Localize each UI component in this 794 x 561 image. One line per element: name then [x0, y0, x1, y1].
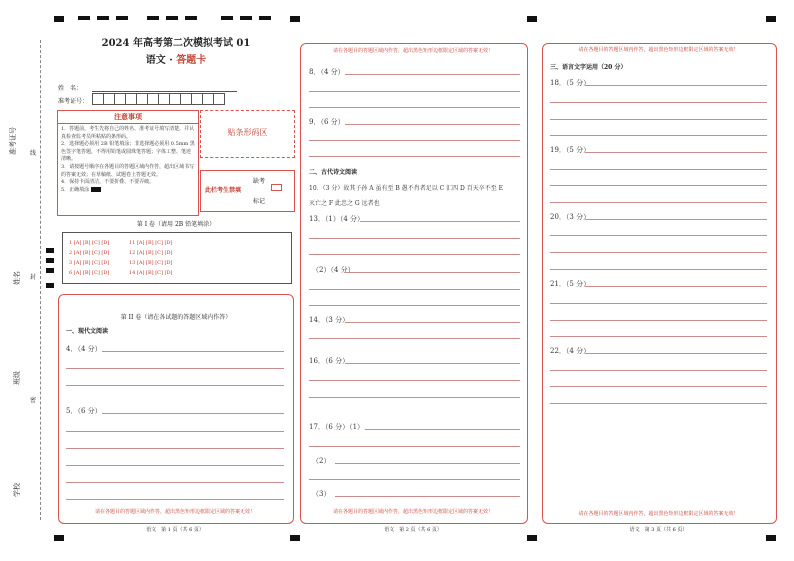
- barcode-area: [200, 110, 295, 158]
- answer-line[interactable]: [345, 124, 520, 125]
- q21: 21．（5 分）: [550, 280, 591, 288]
- answer-line[interactable]: [309, 380, 520, 381]
- answer-line[interactable]: [550, 119, 767, 120]
- mc-row[interactable]: 3 [A] [B] [C] [D]: [69, 260, 110, 266]
- q9: 9．（6 分）: [309, 118, 345, 126]
- answer-line[interactable]: [585, 152, 767, 153]
- timing-mark: [116, 16, 128, 20]
- answer-line[interactable]: [550, 235, 767, 236]
- page-subtitle: [60, 51, 292, 66]
- side-school: 学校: [13, 483, 21, 497]
- answer-line[interactable]: [102, 413, 284, 414]
- q20: 20．（3 分）: [550, 213, 591, 221]
- timing-mark: [221, 16, 233, 20]
- mc-row[interactable]: 2 [A] [B] [C] [D]: [69, 250, 110, 256]
- mc-col-1[interactable]: [69, 238, 109, 278]
- timing-mark: [766, 535, 776, 541]
- answer-line[interactable]: [550, 269, 767, 270]
- side-xian: 线: [30, 150, 37, 157]
- answer-line[interactable]: [585, 353, 767, 354]
- notice-box: [57, 110, 199, 216]
- answer-line[interactable]: [309, 254, 520, 255]
- answer-line[interactable]: [309, 91, 520, 92]
- side-exam-no: 准考证号: [9, 127, 17, 155]
- answer-line[interactable]: [309, 107, 520, 108]
- q5: 5．（6 分）: [66, 407, 102, 415]
- q17: 17．（6 分）（1）: [309, 423, 365, 431]
- q8: 8．（4 分）: [309, 68, 345, 76]
- answer-line[interactable]: [365, 429, 520, 430]
- answer-line[interactable]: [550, 403, 767, 404]
- notice-item-fill: [61, 187, 195, 195]
- answer-line[interactable]: [550, 169, 767, 170]
- notice-item: 4．保持卡面清洁，不要折叠、不要弄破。: [61, 179, 155, 186]
- answer-line[interactable]: [345, 363, 520, 364]
- answer-line[interactable]: [550, 202, 767, 203]
- mc-row[interactable]: 13 [A] [B] [C] [D]: [129, 260, 173, 266]
- section-3: 三、语言文字运用（20 分）: [550, 64, 627, 71]
- timing-mark: [54, 535, 64, 541]
- mc-row[interactable]: 1 [A] [B] [C] [D]: [69, 240, 110, 246]
- answer-line[interactable]: [335, 463, 520, 464]
- side-name: 姓名: [13, 271, 21, 285]
- subtitle-prefix: 语文 ·: [145, 55, 177, 66]
- q17-3: （3）: [312, 490, 331, 498]
- notice-item: 3．请按题号顺序在各题目的答题区域内作答，超出区域书写的答案无效；在草稿纸、试题卷上答题无效。: [61, 163, 195, 178]
- answer-line[interactable]: [550, 135, 767, 136]
- timing-mark: [259, 16, 271, 20]
- mc-col-2[interactable]: [129, 238, 172, 278]
- answer-line[interactable]: [585, 286, 767, 287]
- answer-line[interactable]: [66, 385, 284, 386]
- q22: 22．（4 分）: [550, 347, 591, 355]
- q13: 13．（1）（4 分）: [309, 215, 365, 223]
- section-1: 一、现代文阅读: [66, 328, 109, 335]
- side-class: 班级: [13, 371, 21, 385]
- q10: 10．（3 分）故其子孙 A 虽有至 B 愚不肖者足以 C 汇四 D 百天卒不至 E: [309, 185, 504, 192]
- footer-2: 语文 第 2 页（共 6 页）: [384, 527, 442, 533]
- side-mi: 密: [30, 397, 37, 404]
- absent-label: 此栏考生禁填: [205, 187, 242, 194]
- q10-cont: 灭亡之 F 此忠之 G 远者也: [309, 200, 380, 207]
- answer-line[interactable]: [309, 156, 520, 157]
- answer-line[interactable]: [550, 320, 767, 321]
- answer-line[interactable]: [309, 479, 520, 480]
- answer-line[interactable]: [66, 482, 284, 483]
- answer-line[interactable]: [335, 496, 520, 497]
- timing-mark: [527, 535, 537, 541]
- mc-row[interactable]: 12 [A] [B] [C] [D]: [129, 250, 173, 256]
- q17-2: （2）: [312, 457, 331, 465]
- timing-mark: [97, 16, 109, 20]
- mc-row[interactable]: 6 [A] [B] [C] [D]: [69, 270, 110, 276]
- section-2: 二、古代诗文阅读: [309, 169, 358, 176]
- warning-3-bottom: 请在各题目的答题区域内作答，超出黑色矩形边框限定区域的答案无效！: [578, 511, 739, 517]
- exam-no-label: 准考证号：: [58, 98, 89, 105]
- absent-mark: 标记: [253, 198, 266, 205]
- answer-line[interactable]: [66, 431, 284, 432]
- side-mark: [46, 283, 54, 288]
- q18: 18．（5 分）: [550, 79, 591, 87]
- q13-2: （2）（4 分）: [312, 266, 355, 274]
- warning-3-top: 请在各题目的答题区域内作答，超出黑色矩形边框限定区域的答案无效！: [578, 47, 739, 53]
- answer-line[interactable]: [309, 305, 520, 306]
- timing-mark: [290, 535, 300, 541]
- part2-title: 第 II 卷（请在各试题的答题区域内作答）: [120, 314, 232, 321]
- answer-line[interactable]: [309, 289, 520, 290]
- panel-2: [300, 43, 528, 524]
- warning-2-top: 请在各题目的答题区域内作答，超出黑色矩形边框限定区域的答案无效！: [332, 48, 493, 54]
- answer-line[interactable]: [309, 397, 520, 398]
- answer-line[interactable]: [550, 185, 767, 186]
- q16: 16．（6 分）: [309, 357, 350, 365]
- absent-missing: 缺考: [253, 178, 266, 185]
- timing-mark: [147, 16, 159, 20]
- warning-2-bottom: 请在各题目的答题区域内作答，超出黑色矩形边框限定区域的答案无效！: [332, 509, 493, 515]
- answer-line[interactable]: [66, 448, 284, 449]
- absent-box: [200, 170, 295, 212]
- answer-line[interactable]: [550, 386, 767, 387]
- answer-line[interactable]: [345, 322, 520, 323]
- timing-mark: [185, 16, 197, 20]
- answer-line[interactable]: [345, 272, 520, 273]
- timing-mark: [166, 16, 178, 20]
- answer-line[interactable]: [66, 499, 284, 500]
- notice-item: 2．选择题必须用 2B 铅笔填涂；非选择题必须用 0.5mm 黑色签字笔答题，不得用铅笔或圆珠笔答题；字体工整、笔迹清晰。: [61, 141, 195, 163]
- mc-row[interactable]: 14 [A] [B] [C] [D]: [129, 270, 173, 276]
- timing-mark: [54, 16, 64, 22]
- answer-line[interactable]: [585, 219, 767, 220]
- fill-sample: [91, 187, 101, 192]
- timing-mark: [240, 16, 252, 20]
- q19: 19．（5 分）: [550, 146, 591, 154]
- answer-line[interactable]: [309, 446, 520, 447]
- absent-checkbox[interactable]: [271, 184, 282, 191]
- fill-label: 5．正确填涂: [61, 186, 90, 193]
- answer-line[interactable]: [66, 368, 284, 369]
- answer-line[interactable]: [360, 221, 520, 222]
- exam-no-grid[interactable]: [92, 93, 224, 105]
- side-mark: [46, 248, 54, 253]
- q4: 4．（4 分）: [66, 345, 102, 353]
- binding-line: [40, 40, 41, 520]
- q14: 14．（3 分）: [309, 316, 350, 324]
- timing-mark: [78, 16, 90, 20]
- name-field[interactable]: [92, 91, 237, 92]
- footer-1: 语文 第 1 页（共 6 页）: [146, 527, 204, 533]
- notice-title: 注意事项: [58, 111, 198, 124]
- mc-box: [62, 232, 292, 284]
- footer-3: 语文 第 3 页（共 6 页）: [629, 527, 688, 533]
- answer-line[interactable]: [550, 370, 767, 371]
- page-title: 2024 年高考第二次模拟考试 01: [101, 38, 251, 49]
- answer-line[interactable]: [309, 238, 520, 239]
- answer-line[interactable]: [550, 303, 767, 304]
- answer-line[interactable]: [585, 85, 767, 86]
- answer-line[interactable]: [309, 140, 520, 141]
- answer-line[interactable]: [345, 74, 520, 75]
- barcode-label: 贴条形码区: [227, 128, 268, 137]
- answer-line[interactable]: [309, 338, 520, 339]
- answer-line[interactable]: [550, 102, 767, 103]
- answer-line[interactable]: [550, 336, 767, 337]
- answer-line[interactable]: [102, 351, 284, 352]
- mc-row[interactable]: 11 [A] [B] [C] [D]: [129, 240, 173, 246]
- part1-title: 第 I 卷（请用 2B 铅笔填涂）: [136, 221, 216, 228]
- warning-1: 请在各题目的答题区域内作答，超出黑色矩形边框限定区域的答案无效！: [94, 509, 255, 515]
- timing-mark: [766, 16, 776, 22]
- timing-mark: [290, 16, 300, 22]
- side-mark: [46, 268, 54, 273]
- side-feng: 封: [30, 274, 37, 281]
- notice-item: 1．答题前，考生先将自己的姓名、准考证号填写清楚，并认真检查监考员所粘贴的条形码。: [61, 126, 195, 140]
- subtitle-red: 答题卡: [176, 55, 207, 66]
- side-mark: [46, 258, 54, 263]
- name-label: 姓 名：: [58, 85, 83, 92]
- answer-line[interactable]: [66, 465, 284, 466]
- timing-mark: [527, 16, 537, 22]
- answer-line[interactable]: [550, 252, 767, 253]
